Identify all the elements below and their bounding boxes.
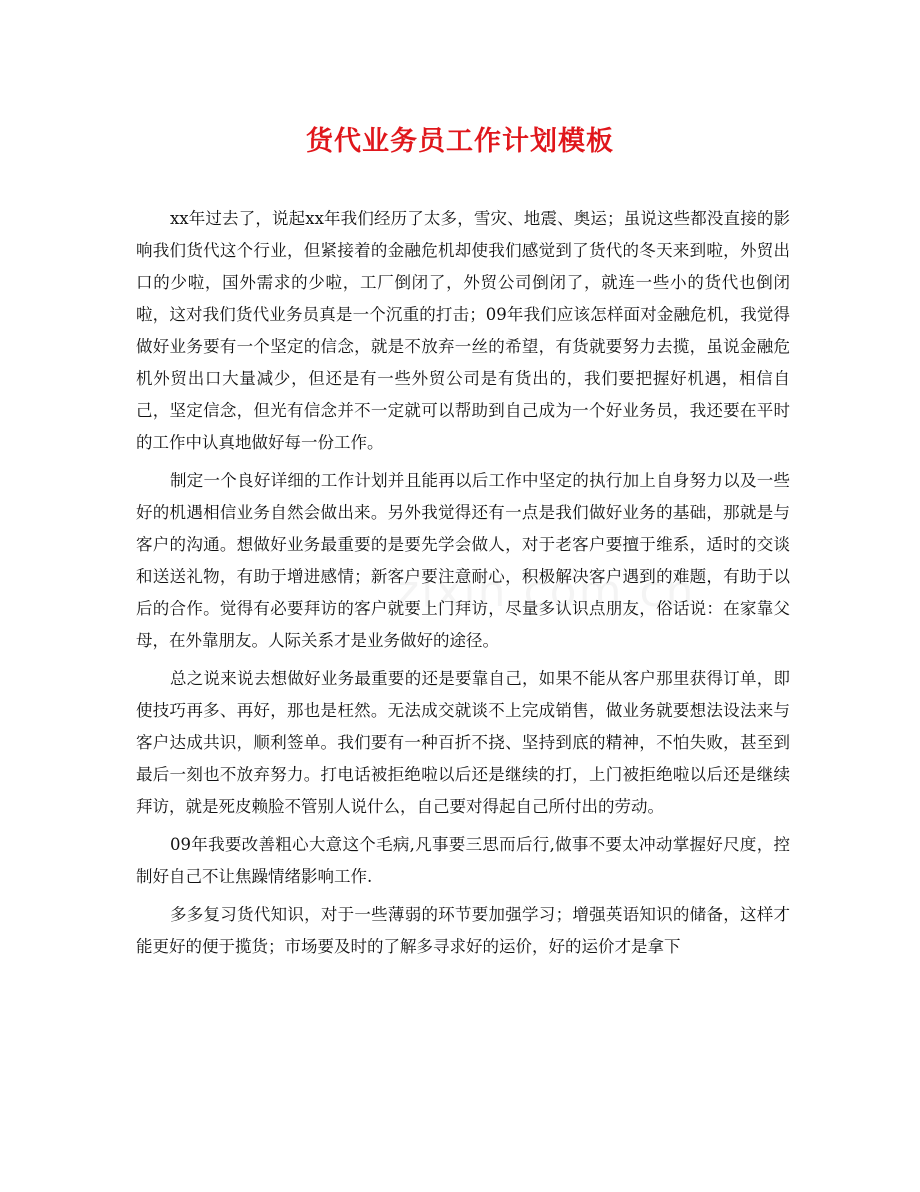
paragraph-5: 多多复习货代知识，对于一些薄弱的环节要加强学习；增强英语知识的储备，这样才能更好的便于揽货；市场要及时的了解多寻求好的运价，好的运价才是拿下	[136, 905, 790, 956]
paragraph-3: 总之说来说去想做好业务最重要的还是要靠自己，如果不能从客户那里获得订单，即使技巧再多、再好，那也是枉然。无法成交就谈不上完成销售，做业务就要想法设法来与客户达成共识，顺利签单。我们要有一种百折不挠、坚持到底的精神，不怕失败，甚至到最后一刻也不放弃努力。打电话被拒绝啦以后还是继续的打，上门被拒绝啦以后还是继续拜访，就是死皮赖脸不管别人说什么，自己要对得起自己所付出的劳动。	[136, 669, 790, 816]
document-title: 货代业务员工作计划模板	[306, 126, 614, 157]
paragraph-4: 09年我要改善粗心大意这个毛病,凡事要三思而后行,做事不要太冲动掌握好尺度，控制好自己不让焦躁情绪影响工作.	[136, 835, 790, 886]
document-body	[136, 203, 790, 969]
paragraph-1: xx年过去了，说起xx年我们经历了太多，雪灾、地震、奥运；虽说这些都没直接的影响我们货代这个行业，但紧接着的金融危机却使我们感觉到了货代的冬天来到啦，外贸出口的少啦，国外需求的少啦，工厂倒闭了，外贸公司倒闭了，就连一些小的货代也倒闭啦，这对我们货代业务员真是一个沉重的打击；09年我们应该怎样面对金融危机，我觉得做好业务要有一个坚定的信念，就是不放弃一丝的希望，有货就要努力去揽，虽说金融危机外贸出口大量减少，但还是有一些外贸公司是有货出的，我们要把握好机遇，相信自己，坚定信念，但光有信念并不一定就可以帮助到自己成为一个好业务员，我还要在平时的工作中认真地做好每一份工作。	[136, 209, 790, 452]
paragraph-2: 制定一个良好详细的工作计划并且能再以后工作中坚定的执行加上自身努力以及一些好的机遇相信业务自然会做出来。另外我觉得还有一点是我们做好业务的基础，那就是与客户的沟通。想做好业务最重要的是要先学会做人，对于老客户要擅于维系，适时的交谈和送送礼物，有助于增进感情；新客户要注意耐心，积极解决客户遇到的难题，有助于以后的合作。觉得有必要拜访的客户就要上门拜访，尽量多认识点朋友，俗话说：在家靠父母，在外靠朋友。人际关系才是业务做好的途径。	[136, 471, 790, 650]
